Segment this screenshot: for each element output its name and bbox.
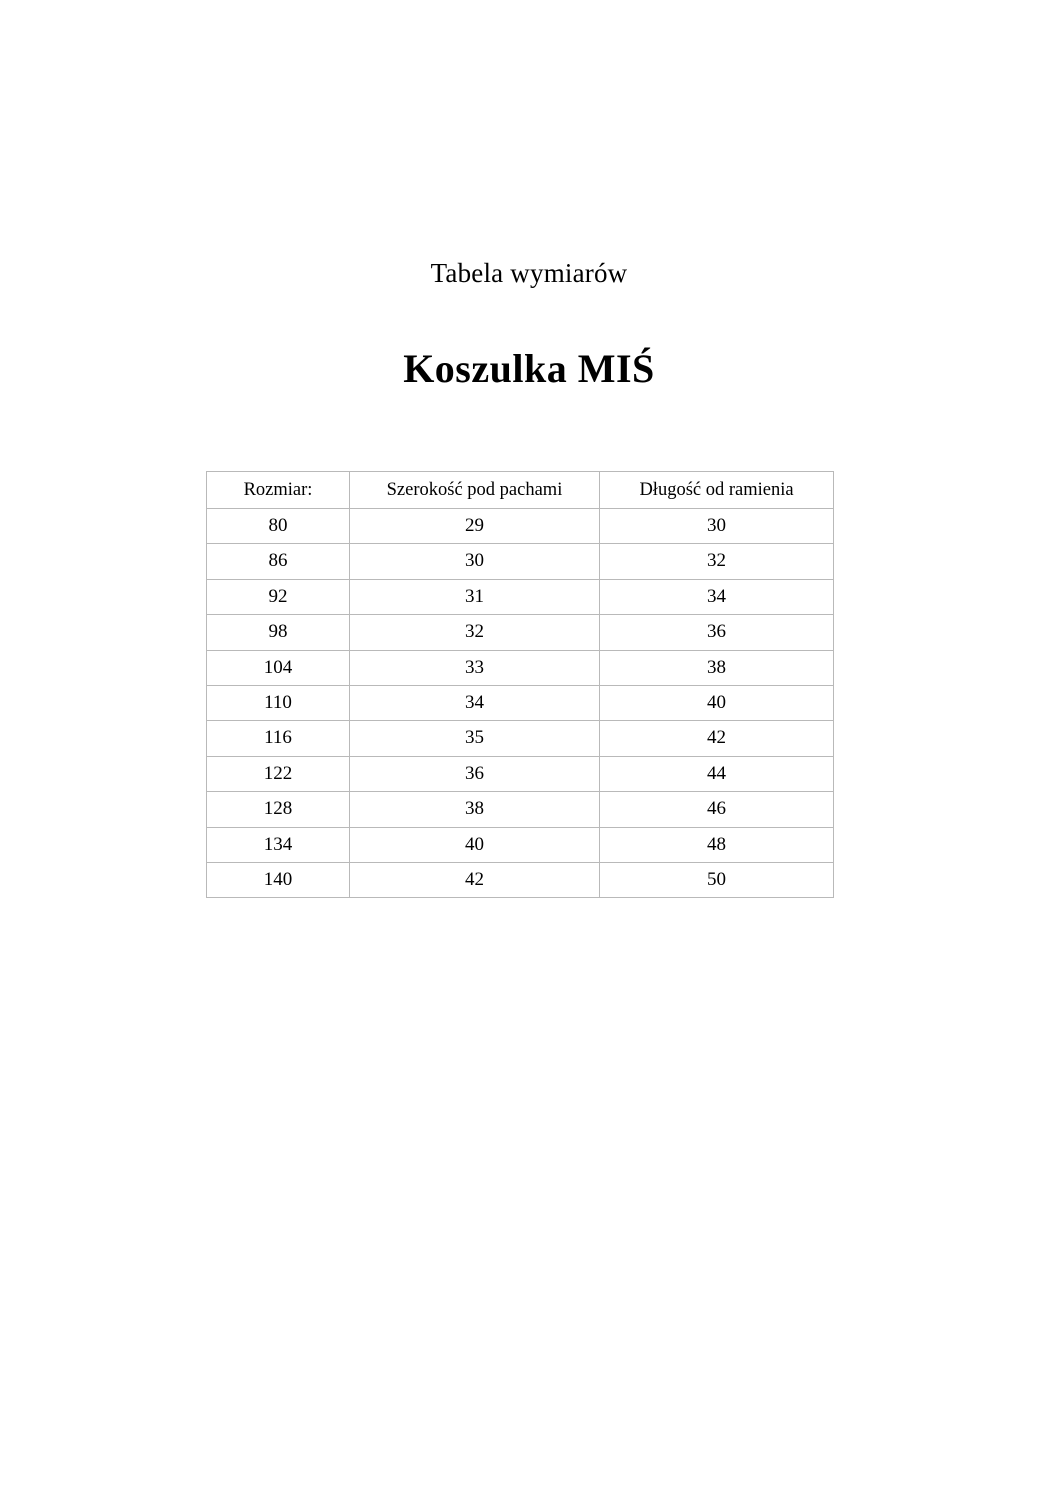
- table-row: [207, 827, 834, 862]
- table-row: [207, 863, 834, 898]
- table-row: [207, 615, 834, 650]
- table-row: [207, 792, 834, 827]
- table-cell-length: 46: [600, 792, 834, 827]
- table-cell-size: 116: [207, 721, 350, 756]
- table-row: [207, 686, 834, 721]
- table-header-cell: Rozmiar:: [207, 472, 350, 509]
- table-cell-size: 80: [207, 509, 350, 544]
- table-cell-length: 36: [600, 615, 834, 650]
- table-cell-size: 122: [207, 756, 350, 791]
- table-cell-length: 30: [600, 509, 834, 544]
- table-cell-width: 35: [350, 721, 600, 756]
- table-row: [207, 544, 834, 579]
- table-cell-width: 33: [350, 650, 600, 685]
- table-cell-length: 42: [600, 721, 834, 756]
- table-cell-width: 36: [350, 756, 600, 791]
- size-table-container: [206, 471, 833, 898]
- table-cell-length: 48: [600, 827, 834, 862]
- table-cell-size: 110: [207, 686, 350, 721]
- table-row: [207, 650, 834, 685]
- table-cell-length: 34: [600, 579, 834, 614]
- table-row: [207, 579, 834, 614]
- table-cell-width: 38: [350, 792, 600, 827]
- table-cell-length: 50: [600, 863, 834, 898]
- table-cell-size: 134: [207, 827, 350, 862]
- table-cell-width: 34: [350, 686, 600, 721]
- table-cell-width: 31: [350, 579, 600, 614]
- table-header-cell: Długość od ramienia: [600, 472, 834, 509]
- table-row: [207, 721, 834, 756]
- table-cell-width: 32: [350, 615, 600, 650]
- table-row: [207, 756, 834, 791]
- table-cell-size: 98: [207, 615, 350, 650]
- table-row: [207, 509, 834, 544]
- table-header-cell: Szerokość pod pachami: [350, 472, 600, 509]
- table-cell-length: 38: [600, 650, 834, 685]
- table-cell-length: 44: [600, 756, 834, 791]
- table-cell-length: 32: [600, 544, 834, 579]
- table-cell-width: 29: [350, 509, 600, 544]
- table-cell-size: 128: [207, 792, 350, 827]
- table-cell-width: 42: [350, 863, 600, 898]
- table-cell-width: 40: [350, 827, 600, 862]
- table-cell-size: 104: [207, 650, 350, 685]
- table-cell-length: 40: [600, 686, 834, 721]
- page-title: Koszulka MIŚ: [403, 346, 655, 391]
- table-cell-size: 86: [207, 544, 350, 579]
- table-cell-width: 30: [350, 544, 600, 579]
- table-cell-size: 92: [207, 579, 350, 614]
- document-subtitle: Tabela wymiarów: [430, 258, 628, 288]
- table-cell-size: 140: [207, 863, 350, 898]
- table-header-row: [207, 472, 834, 509]
- size-table: [206, 471, 834, 898]
